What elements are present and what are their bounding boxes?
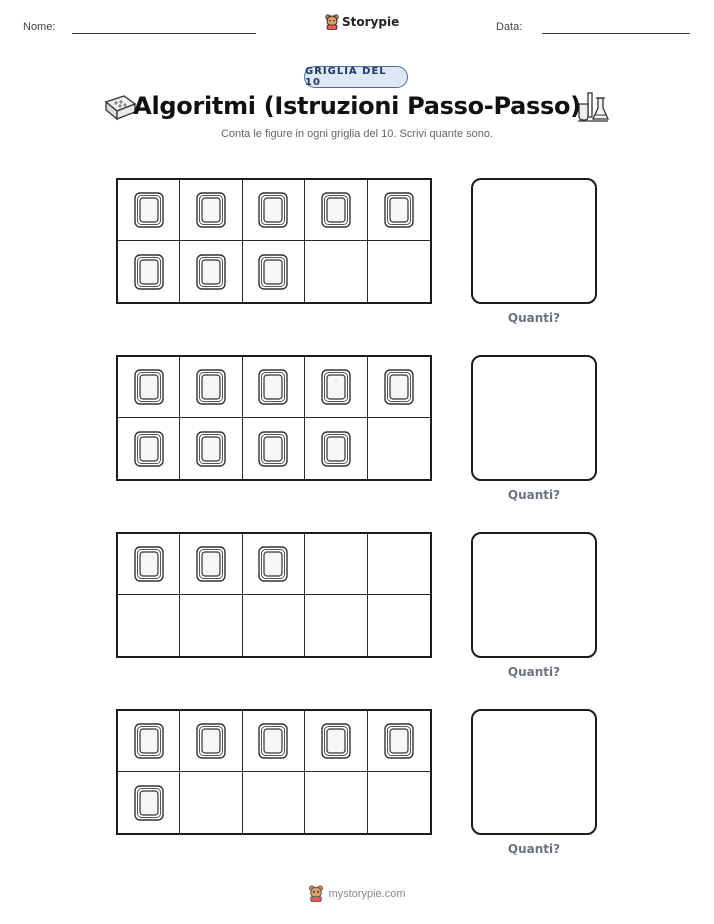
frame-cell	[180, 418, 242, 479]
frame-cell	[368, 241, 430, 302]
tablet-icon	[195, 191, 227, 229]
frame-cell	[118, 241, 180, 302]
frame-cell	[118, 534, 180, 595]
tablet-icon	[257, 191, 289, 229]
frame-cell	[243, 418, 305, 479]
frame-cell	[118, 357, 180, 418]
date-label: Data:	[496, 21, 523, 33]
tablet-icon	[195, 253, 227, 291]
answer-box[interactable]	[471, 709, 597, 835]
frame-cell	[368, 711, 430, 772]
frame-cell	[368, 357, 430, 418]
answer-box[interactable]	[471, 178, 597, 304]
frame-cell	[118, 711, 180, 772]
page-title: Algoritmi (Istruzioni Passo-Passo)	[133, 92, 581, 120]
tablet-icon	[133, 253, 165, 291]
frame-cell	[243, 357, 305, 418]
frame-cell	[180, 534, 242, 595]
frame-cell	[305, 534, 367, 595]
frame-cell	[305, 180, 367, 241]
tablet-icon	[133, 368, 165, 406]
frame-cell	[180, 241, 242, 302]
answer-box[interactable]	[471, 355, 597, 481]
tablet-icon	[195, 430, 227, 468]
frame-cell	[243, 534, 305, 595]
name-line[interactable]	[72, 33, 256, 34]
frame-cell	[243, 711, 305, 772]
frame-cell	[118, 180, 180, 241]
frame-cell	[305, 711, 367, 772]
tablet-icon	[195, 368, 227, 406]
tablet-icon	[133, 784, 165, 822]
frame-cell	[368, 772, 430, 833]
tablet-icon	[320, 368, 352, 406]
frame-cell	[305, 357, 367, 418]
frame-cell	[368, 595, 430, 656]
frame-cell	[180, 595, 242, 656]
frame-cell	[243, 772, 305, 833]
tablet-icon	[195, 545, 227, 583]
frame-cell	[118, 595, 180, 656]
tablet-icon	[133, 722, 165, 760]
tablet-icon	[383, 368, 415, 406]
tablet-icon	[133, 545, 165, 583]
ten-frame	[116, 178, 432, 304]
section-badge: GRIGLIA DEL 10	[304, 66, 408, 88]
frame-cell	[118, 772, 180, 833]
tablet-icon	[257, 368, 289, 406]
bear-logo-icon	[325, 14, 339, 30]
frame-cell	[180, 357, 242, 418]
frame-cell	[305, 241, 367, 302]
tablet-icon	[320, 430, 352, 468]
tablet-icon	[257, 722, 289, 760]
ten-frame	[116, 709, 432, 835]
frame-cell	[243, 180, 305, 241]
frame-cell	[243, 595, 305, 656]
tablet-icon	[133, 191, 165, 229]
tablet-icon	[133, 430, 165, 468]
ten-frame	[116, 355, 432, 481]
tablet-icon	[320, 722, 352, 760]
answer-label: Quanti?	[507, 665, 561, 679]
frame-cell	[180, 772, 242, 833]
frame-cell	[180, 180, 242, 241]
tablet-icon	[257, 545, 289, 583]
tablet-icon	[320, 191, 352, 229]
frame-cell	[305, 418, 367, 479]
answer-label: Quanti?	[507, 842, 561, 856]
answer-label: Quanti?	[507, 311, 561, 325]
answer-box[interactable]	[471, 532, 597, 658]
date-line[interactable]	[542, 33, 690, 34]
footer	[0, 885, 714, 902]
tablet-icon	[383, 191, 415, 229]
frame-cell	[118, 418, 180, 479]
tablet-icon	[257, 253, 289, 291]
frame-cell	[243, 241, 305, 302]
brand-logo	[325, 14, 399, 30]
frame-cell	[368, 534, 430, 595]
name-label: Nome:	[23, 21, 56, 33]
frame-cell	[305, 595, 367, 656]
instructions: Conta le figure in ogni griglia del 10. Scrivi quante sono.	[220, 128, 494, 140]
frame-cell	[180, 711, 242, 772]
answer-label: Quanti?	[507, 488, 561, 502]
footer-url: mystorypie.com	[328, 887, 406, 900]
frame-cell	[368, 180, 430, 241]
tablet-icon	[257, 430, 289, 468]
ten-frame	[116, 532, 432, 658]
frame-cell	[368, 418, 430, 479]
brand-name: Storypie	[342, 15, 400, 29]
tablet-icon	[195, 722, 227, 760]
bear-logo-icon	[308, 885, 324, 902]
tablet-icon	[383, 722, 415, 760]
frame-cell	[305, 772, 367, 833]
